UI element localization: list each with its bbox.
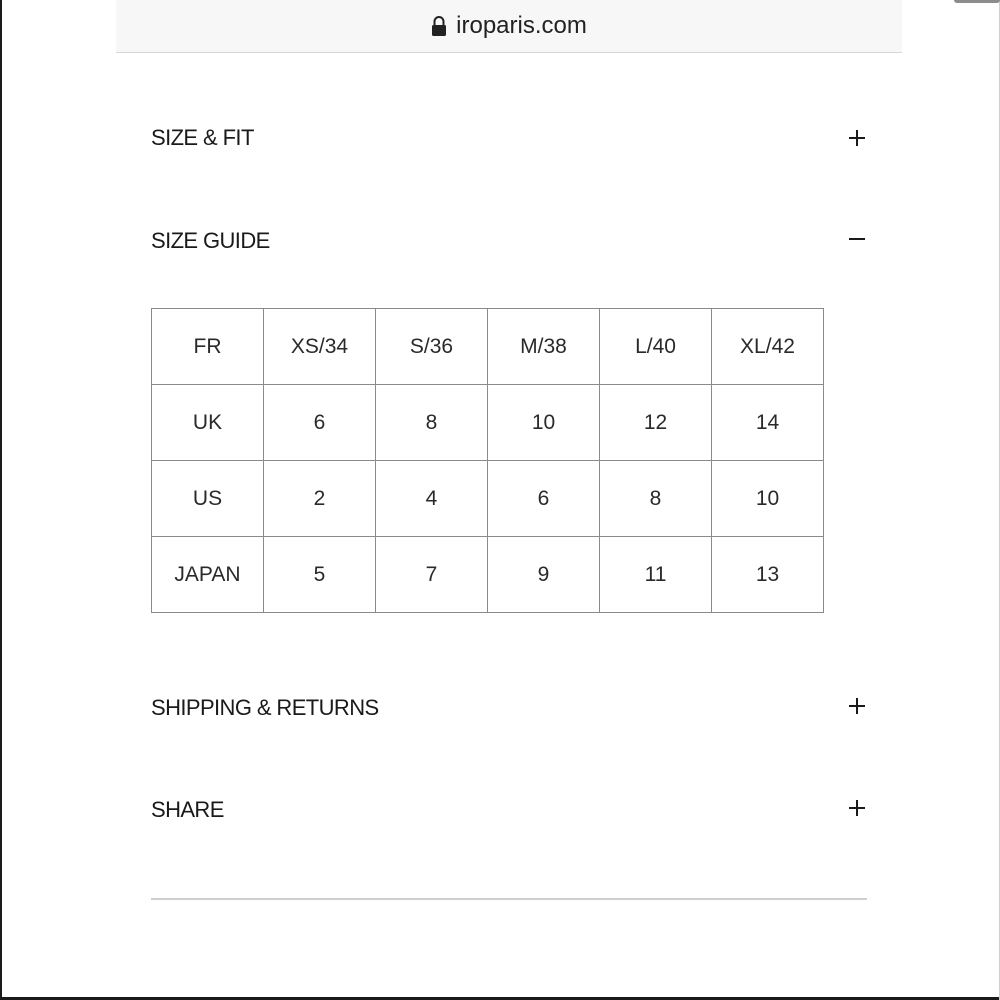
table-cell: US bbox=[152, 461, 264, 537]
table-cell: 2 bbox=[264, 461, 376, 537]
bottom-divider bbox=[151, 898, 867, 900]
table-row bbox=[152, 537, 824, 613]
table-row bbox=[152, 385, 824, 461]
section-label-size-guide: SIZE GUIDE bbox=[151, 228, 270, 253]
section-label-shipping-returns: SHIPPING & RETURNS bbox=[151, 695, 379, 720]
table-cell: 6 bbox=[264, 385, 376, 461]
url-text: iroparis.com bbox=[456, 12, 587, 39]
table-cell: 9 bbox=[488, 537, 600, 613]
section-label-size-fit: SIZE & FIT bbox=[151, 125, 254, 150]
accordion-size-fit[interactable] bbox=[151, 118, 869, 158]
table-cell: L/40 bbox=[600, 309, 712, 385]
accordion-shipping-returns[interactable] bbox=[151, 688, 869, 728]
table-cell: XS/34 bbox=[264, 309, 376, 385]
table-cell: 10 bbox=[488, 385, 600, 461]
table-cell: 7 bbox=[376, 537, 488, 613]
plus-icon[interactable] bbox=[847, 800, 867, 820]
table-cell: 14 bbox=[712, 385, 824, 461]
minus-icon[interactable] bbox=[847, 231, 867, 251]
table-header-row bbox=[152, 309, 824, 385]
accordion-share[interactable] bbox=[151, 790, 869, 830]
table-row bbox=[152, 461, 824, 537]
lock-icon bbox=[431, 15, 447, 37]
plus-icon[interactable] bbox=[847, 128, 867, 148]
table-cell: 8 bbox=[600, 461, 712, 537]
table-cell: FR bbox=[152, 309, 264, 385]
table-cell: UK bbox=[152, 385, 264, 461]
table-cell: 13 bbox=[712, 537, 824, 613]
browser-url-bar[interactable] bbox=[116, 0, 902, 53]
plus-icon[interactable] bbox=[847, 698, 867, 718]
status-indicator bbox=[954, 0, 1000, 3]
table-cell: 12 bbox=[600, 385, 712, 461]
table-cell: JAPAN bbox=[152, 537, 264, 613]
table-cell: 5 bbox=[264, 537, 376, 613]
table-cell: 6 bbox=[488, 461, 600, 537]
table-cell: M/38 bbox=[488, 309, 600, 385]
table-cell: XL/42 bbox=[712, 309, 824, 385]
address-display[interactable] bbox=[116, 9, 902, 43]
accordion-size-guide[interactable] bbox=[151, 221, 869, 261]
table-cell: 11 bbox=[600, 537, 712, 613]
table-cell: 10 bbox=[712, 461, 824, 537]
size-guide-table bbox=[151, 308, 824, 613]
table-cell: S/36 bbox=[376, 309, 488, 385]
table-cell: 8 bbox=[376, 385, 488, 461]
table-cell: 4 bbox=[376, 461, 488, 537]
section-label-share: SHARE bbox=[151, 797, 224, 822]
